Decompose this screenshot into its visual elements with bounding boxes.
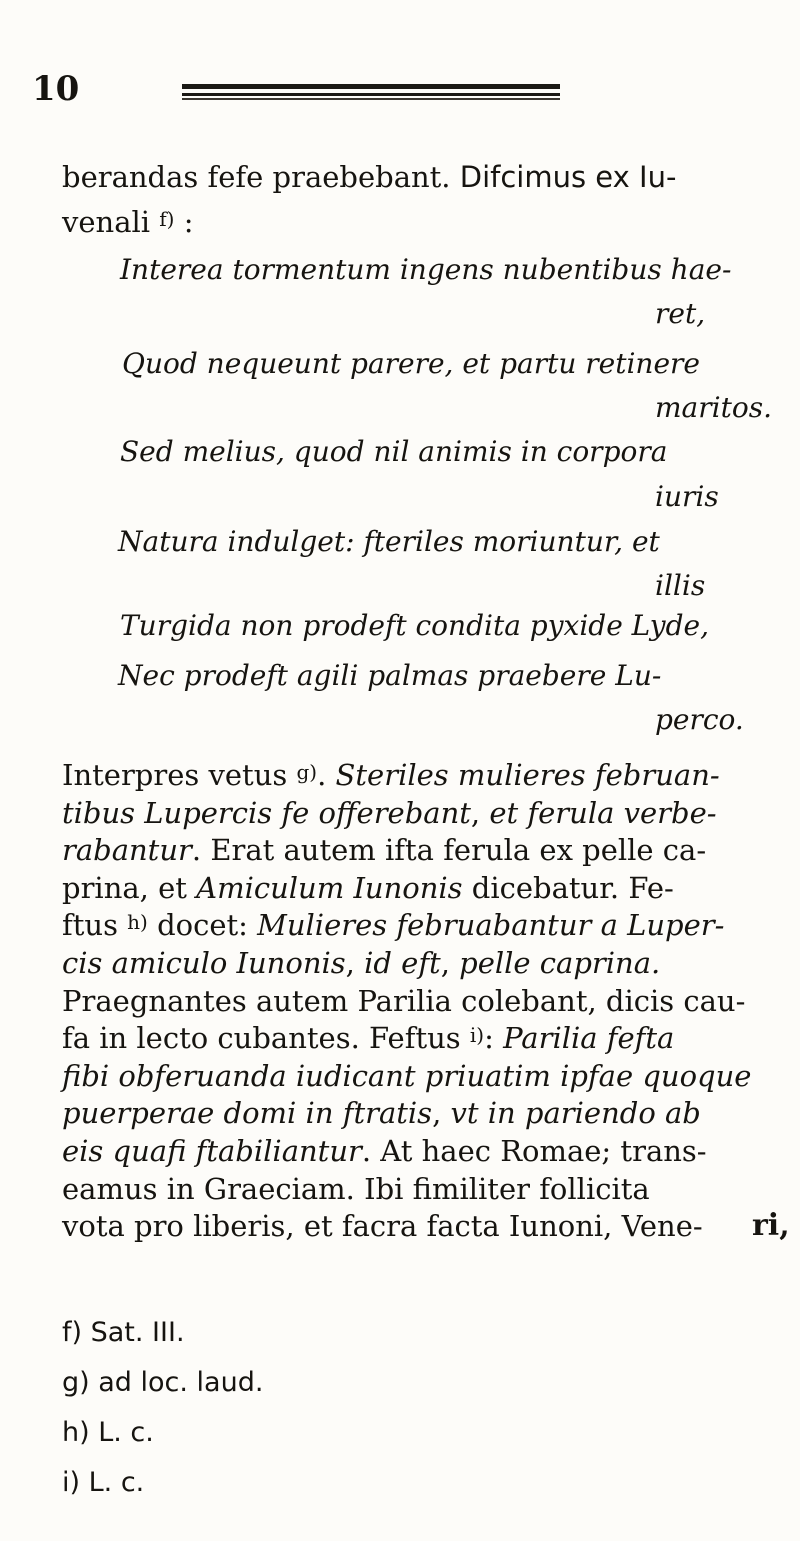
text-run: cis amiculo Iunonis bbox=[62, 946, 346, 980]
footnote: h) L. c. bbox=[62, 1417, 154, 1448]
text-run: . bbox=[317, 758, 336, 792]
catchword: ri, bbox=[752, 1208, 790, 1243]
text-run: eis quafi ftabiliantur bbox=[62, 1134, 362, 1168]
text-run: g) bbox=[296, 760, 318, 784]
page-number: 10 bbox=[32, 69, 80, 109]
text-run: Difcimus ex Iu- bbox=[459, 160, 677, 194]
verse-turnover: maritos. bbox=[655, 391, 772, 424]
paragraph-line bbox=[62, 1059, 751, 1093]
text-run: Mulieres februabantur a Luper- bbox=[257, 908, 725, 943]
header-rule bbox=[182, 84, 560, 100]
text-run: id eft bbox=[364, 946, 441, 980]
verse-line: Interea tormentum ingens nubentibus hae- bbox=[120, 253, 732, 286]
footnote: g) ad loc. laud. bbox=[62, 1367, 264, 1398]
text-run: Amiculum Iunonis bbox=[196, 870, 463, 905]
paragraph-line bbox=[62, 796, 717, 830]
text-run: , bbox=[470, 795, 490, 830]
text-line bbox=[62, 160, 676, 194]
text-run: dicebatur. Fe- bbox=[462, 870, 674, 905]
text-run: prina, et bbox=[62, 870, 197, 905]
text-run: puerperae domi in ftratis bbox=[62, 1096, 433, 1131]
paragraph-line bbox=[62, 1096, 701, 1130]
verse-line: Quod nequeunt parere, et partu retinere bbox=[122, 347, 700, 380]
paragraph-line bbox=[62, 946, 660, 980]
paragraph-line bbox=[62, 1134, 707, 1168]
paragraph-line bbox=[62, 871, 674, 905]
verse-turnover: perco. bbox=[655, 703, 744, 736]
text-run: Parilia fefta bbox=[503, 1021, 675, 1056]
text-run: Steriles mulieres februan- bbox=[335, 758, 720, 792]
text-run: f) bbox=[159, 207, 175, 231]
text-run: tibus Lupercis fe offerebant bbox=[62, 795, 471, 830]
paragraph-line bbox=[62, 1021, 674, 1058]
text-run: h) bbox=[127, 910, 148, 935]
paragraph-line bbox=[62, 833, 706, 867]
verse-turnover: iuris bbox=[655, 480, 719, 513]
text-run: pelle caprina. bbox=[459, 946, 661, 980]
paragraph-line bbox=[62, 1172, 650, 1206]
text-run: fa in lecto cubantes. Feftus bbox=[62, 1021, 470, 1056]
text-run: : bbox=[174, 205, 194, 239]
text-run: vota pro liberis, et facra facta Iunoni, Vene- bbox=[62, 1209, 703, 1244]
text-run: ftus bbox=[62, 908, 128, 943]
text-run: . At haec Romae; trans- bbox=[361, 1134, 707, 1168]
text-run: , bbox=[345, 946, 365, 980]
text-run: berandas fefe praebebant. bbox=[62, 160, 460, 194]
verse-line: Sed melius, quod nil animis in corpora bbox=[120, 435, 668, 468]
paragraph-line bbox=[62, 984, 745, 1018]
text-run: i) bbox=[469, 1023, 485, 1048]
text-run: fibi obferuanda iudicant priuatim ipfae quoque bbox=[62, 1058, 752, 1093]
verse-line: Natura indulget: fteriles moriuntur, et bbox=[118, 525, 660, 558]
text-run: rabantur bbox=[62, 833, 192, 868]
verse-turnover: ret, bbox=[655, 297, 706, 330]
text-run: : bbox=[484, 1021, 504, 1056]
paragraph-line bbox=[62, 908, 724, 945]
footnote: i) L. c. bbox=[62, 1467, 145, 1498]
text-run: Interpres vetus bbox=[62, 758, 297, 792]
text-line bbox=[62, 205, 194, 242]
verse-line: Turgida non prodeft condita pyxide Lyde, bbox=[120, 609, 709, 642]
text-run: vt in pariendo ab bbox=[450, 1096, 701, 1131]
text-run: . Erat autem ifta ferula ex pelle ca- bbox=[191, 833, 707, 868]
text-run: docet: bbox=[147, 908, 258, 943]
text-run: , bbox=[440, 946, 460, 980]
paragraph-line bbox=[62, 758, 720, 795]
paragraph-line bbox=[62, 1209, 703, 1243]
text-run: Praegnantes autem Parilia colebant, dicis cau- bbox=[62, 983, 746, 1018]
footnote: f) Sat. III. bbox=[62, 1317, 185, 1348]
verse-turnover: illis bbox=[655, 569, 706, 602]
text-run: , bbox=[432, 1096, 451, 1131]
text-run: eamus in Graeciam. Ibi fimiliter follicita bbox=[62, 1171, 650, 1206]
text-run: et ferula verbe- bbox=[489, 795, 717, 830]
text-run: venali bbox=[62, 205, 160, 239]
verse-line: Nec prodeft agili palmas praebere Lu- bbox=[118, 659, 662, 692]
